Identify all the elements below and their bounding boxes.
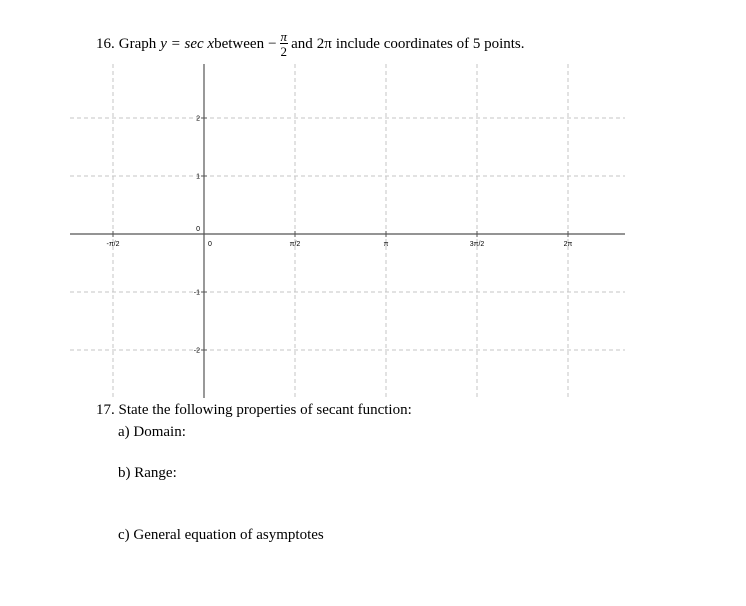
x-tick-label-4: 3π/2: [469, 241, 485, 248]
x-tick-label-0: -π/2: [106, 241, 120, 248]
q16-frac-numerator: π: [280, 29, 288, 44]
question-17-title: 17. State the following properties of secant function:: [96, 402, 412, 418]
y-tick-label-0: 2: [196, 115, 200, 123]
q16-rest: include coordinates of 5 points.: [335, 35, 525, 52]
x-tick-label-2: π/2: [289, 241, 301, 248]
y-tick-label-4: -2: [193, 347, 200, 355]
x-tick-label-5: 2π: [563, 241, 573, 248]
y-tick-label-1: 1: [196, 173, 200, 181]
q16-equation: y = sec x: [160, 35, 215, 52]
q16-between: between: [214, 35, 265, 52]
x-tick-label-3: π: [383, 241, 389, 248]
q16-and: and: [291, 35, 313, 52]
question-17-range: b) Range:: [118, 465, 177, 481]
question-17-asymptotes: c) General equation of asymptotes: [118, 527, 324, 543]
x-tick-label-1: 0: [208, 241, 212, 248]
q16-upper-bound: 2π: [316, 35, 332, 52]
y-tick-label-2: 0: [196, 226, 200, 233]
y-tick-label-3: -1: [193, 289, 200, 297]
q16-minus-sign: −: [268, 35, 277, 52]
question-17-domain: a) Domain:: [118, 424, 186, 440]
q16-number: 16.: [96, 35, 115, 52]
q16-frac-denominator: 2: [280, 44, 288, 59]
q16-verb: Graph: [118, 35, 157, 52]
